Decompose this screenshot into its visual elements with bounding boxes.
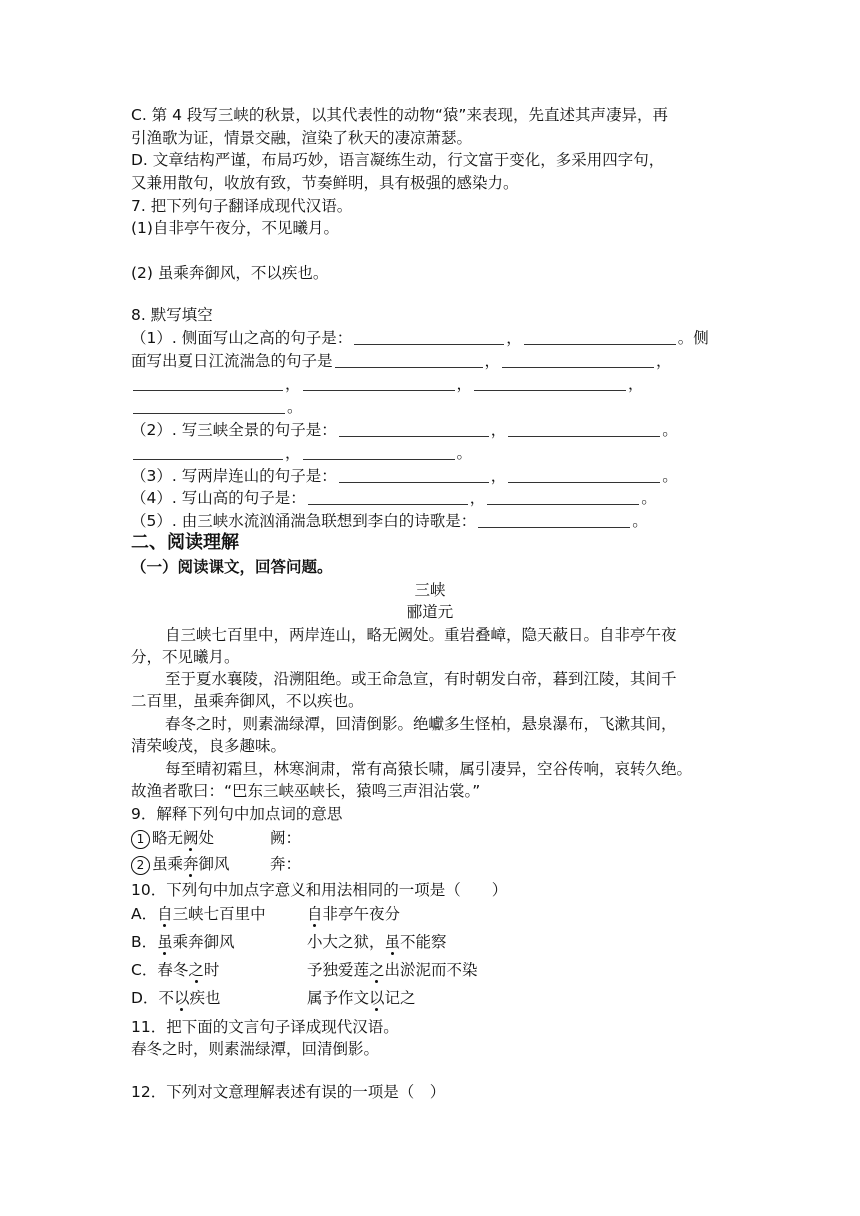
passage-paragraph-1: 自三峡七百里中，两岸连山，略无阙处。重岩叠嶂，隐天蔽日。自非亭午夜: [165, 626, 677, 644]
question-7-item-1: (1)自非亭午夜分，不见曦月。: [131, 219, 339, 237]
question-8-item-1-cont-3: 。: [131, 396, 303, 418]
answer-blank[interactable]: [508, 422, 660, 437]
gloss-label: 奔：: [270, 855, 302, 873]
question-8-item-1-cont: 面写出夏日江流湍急的句子是 ， ，: [131, 352, 672, 370]
question-8-item-3: （3）. 写两岸连山的句子是： ， 。: [131, 467, 678, 485]
answer-blank[interactable]: [339, 468, 489, 483]
dotted-char: 虽: [384, 933, 401, 951]
dotted-char: 自: [157, 905, 173, 923]
question-7: 7. 把下列句子翻译成现代汉语。: [131, 197, 353, 215]
dotted-char: 以: [369, 989, 385, 1007]
option-c-line-2: 引渔歌为证，情景交融，渲染了秋天的凄凉萧瑟。: [131, 129, 473, 147]
answer-blank[interactable]: [508, 468, 660, 483]
section-heading: 二、阅读理解: [131, 532, 239, 553]
dotted-char: 奔: [183, 855, 199, 873]
passage-title: 三峡: [414, 581, 446, 599]
answer-blank[interactable]: [487, 490, 639, 505]
passage-paragraph-2: 至于夏水襄陵，沿溯阻绝。或王命急宣，有时朝发白帝，暮到江陵，其间千: [165, 670, 677, 688]
number-circle: 2: [131, 856, 150, 875]
option-d-line-1: D. 文章结构严谨，布局巧妙，语言凝练生动，行文富于变化，多采用四字句，: [131, 151, 665, 169]
subsection-heading: （一）阅读课文，回答问题。: [131, 558, 333, 576]
question-9-item-2: 2 虽乘奔御风 奔：: [131, 853, 230, 875]
passage-paragraph-2-cont: 二百里，虽乘奔御风，不以疾也。: [131, 692, 364, 710]
question-8-item-2: （2）. 写三峡全景的句子是： ， 。: [131, 421, 678, 439]
question-7-item-2: (2) 虽乘奔御风，不以疾也。: [131, 264, 329, 282]
dotted-char: 虽: [157, 933, 173, 951]
answer-blank[interactable]: [308, 490, 468, 505]
question-8-item-1: （1）. 侧面写山之高的句子是： ， 。侧: [131, 329, 709, 347]
question-8-item-4: （4）. 写山高的句子是： ， 。: [131, 489, 657, 507]
gloss-label: 阙：: [270, 829, 302, 847]
question-10-option-d[interactable]: D．不以疾也 属予作文以记之: [131, 989, 416, 1007]
question-9-item-1: 1 略无阙处 阙：: [131, 827, 214, 849]
question-8-item-5: （5）. 由三峡水流汹涌湍急联想到李白的诗歌是： 。: [131, 512, 648, 530]
dotted-char: 之: [188, 961, 204, 979]
option-d-line-2: 又兼用散句，收放有致，节奏鲜明，具有极强的感染力。: [131, 174, 519, 192]
dotted-char: 以: [173, 989, 190, 1007]
answer-blank[interactable]: [303, 376, 455, 391]
answer-blank[interactable]: [354, 330, 504, 345]
number-circle: 1: [131, 830, 150, 849]
answer-blank[interactable]: [339, 422, 489, 437]
passage-paragraph-3: 春冬之时，则素湍绿潭，回清倒影。绝巘多生怪柏，悬泉瀑布，飞漱其间，: [165, 715, 677, 733]
passage-paragraph-3-cont: 清荣峻茂，良多趣味。: [131, 737, 287, 755]
question-8-item-2-cont: ， 。: [131, 442, 472, 464]
answer-blank[interactable]: [502, 353, 654, 368]
question-10-option-c[interactable]: C．春冬之时 予独爱莲之出淤泥而不染: [131, 961, 478, 979]
question-9: 9．解释下列句中加点词的意思: [131, 805, 343, 823]
question-10-option-b[interactable]: B．虽乘奔御风 小大之狱，虽不能察: [131, 933, 447, 951]
answer-blank[interactable]: [335, 353, 483, 368]
answer-blank[interactable]: [133, 445, 283, 460]
question-8-item-1-cont-2: ， ， ，: [131, 373, 644, 395]
answer-blank[interactable]: [133, 376, 283, 391]
answer-blank[interactable]: [133, 399, 285, 414]
question-12: 12．下列对文意理解表述有误的一项是（ ）: [131, 1083, 446, 1101]
question-11-text: 春冬之时，则素湍绿潭，回清倒影。: [131, 1040, 380, 1058]
answer-blank[interactable]: [303, 445, 455, 460]
question-10-option-a[interactable]: A．自三峡七百里中 自非亭午夜分: [131, 905, 401, 923]
question-11: 11．把下面的文言句子译成现代汉语。: [131, 1018, 399, 1036]
passage-paragraph-4: 每至晴初霜旦，林寒涧肃，常有高猿长啸，属引凄异，空谷传响，哀转久绝。: [165, 760, 693, 778]
passage-paragraph-1-cont: 分，不见曦月。: [131, 648, 240, 666]
answer-blank[interactable]: [474, 376, 626, 391]
passage-author: 郦道元: [406, 603, 454, 621]
dotted-char: 自: [307, 905, 323, 923]
answer-blank[interactable]: [478, 513, 630, 528]
passage-paragraph-4-cont: 故渔者歌曰：“巴东三峡巫峡长，猿鸣三声泪沾裳。”: [131, 782, 481, 800]
dotted-char: 之: [369, 961, 385, 979]
option-c-line-1: C. 第 4 段写三峡的秋景，以其代表性的动物“猿”来表现，先直述其声凄异，再: [131, 106, 668, 124]
question-8: 8. 默写填空: [131, 306, 213, 324]
dotted-char: 阙: [183, 829, 199, 847]
question-10: 10．下列句中加点字意义和用法相同的一项是（ ）: [131, 881, 508, 899]
answer-blank[interactable]: [524, 330, 676, 345]
